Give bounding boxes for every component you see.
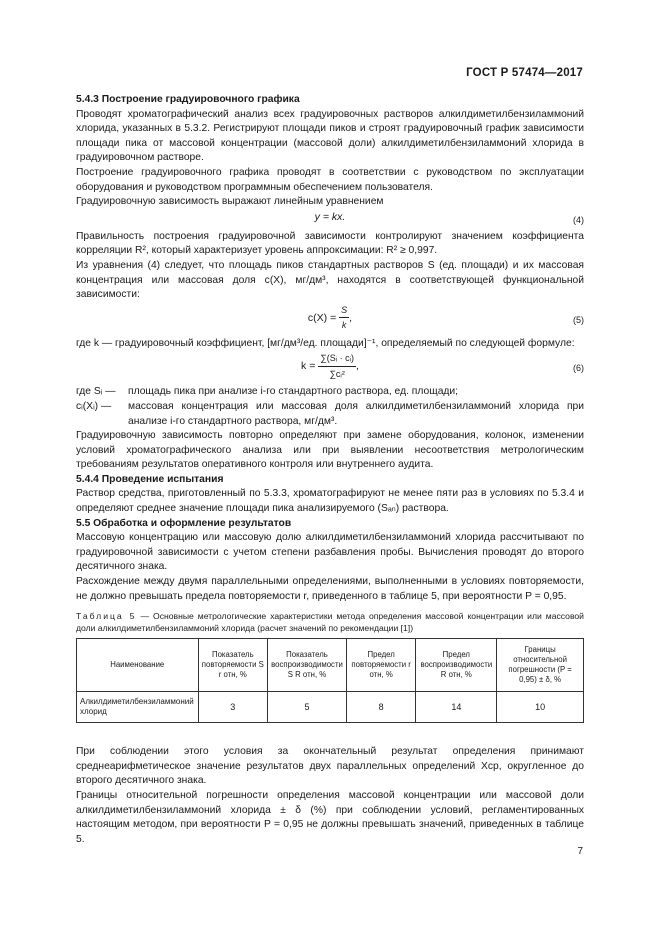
formula-5-fraction (339, 303, 349, 333)
definitions-list (76, 385, 584, 429)
table-5-caption-text: — Основные метрологические характеристики метода определения массовой концентрации или массовой доли алкилдиметилбензиламмоний хлорида (расчет значений по рекомендации [1]) (76, 611, 584, 634)
table-cell-name: Алкилдиметилбензиламмоний хлорид (77, 692, 199, 723)
formula-5-numerator: S (339, 303, 349, 319)
definition-item (76, 385, 584, 400)
heading-5-4-4: 5.4.4 Проведение испытания (76, 473, 224, 485)
table-5 (76, 638, 584, 723)
formula-6-fraction (318, 351, 356, 381)
paragraph: где k — градуировочный коэффициент, [мг/дм³/ед. площади]⁻¹, определяемый по следующей формуле: (76, 337, 575, 349)
paragraph: Раствор средства, приготовленный по 5.3.3, хроматографируют не менее пяти раз в условиях по 5.3.4 и определяют среднее значение площади пика анализируемого (Sₐₙ) раствора. (76, 488, 584, 515)
table-header-cell: Показатель воспроизводимости S R отн, % (268, 639, 347, 692)
table-5-caption-label: Таблица 5 (76, 611, 137, 622)
paragraph: Границы относительной погрешности определения массовой концентрации или массовой доли алкилдиметилбензиламмоний хлорида ± δ (%) при соблюдении условий, регламентированных настоящим методом, при вероятности P = 0,95 не должны превышать значений, приведенных в таблице 5. (76, 790, 584, 845)
formula-6 (76, 351, 584, 385)
table-header-cell: Показатель повторяемости S r отн, % (198, 639, 268, 692)
table-header-cell: Наименование (77, 639, 199, 692)
table-header-cell: Предел воспроизводимости R отн, % (416, 639, 497, 692)
definition-symbol: где Sᵢ — (76, 386, 116, 398)
paragraph: При соблюдении этого условия за окончательный результат определения принимают среднеарифметическое значение результатов двух параллельных определений Xср, округленное до второго десятичного знака. (76, 746, 584, 787)
formula-5-tail: , (349, 311, 353, 324)
formula-6-tail: , (356, 360, 359, 373)
heading-5-5: 5.5 Обработка и оформление результатов (76, 517, 292, 529)
definition-symbol: cᵢ(Xᵢ) — (76, 400, 112, 412)
formula-6-lhs: k = (301, 360, 316, 373)
definition-text: площадь пика при анализе i-го стандартного раствора, ед. площади; (128, 386, 459, 398)
formula-6-numerator: ∑(Sᵢ · cᵢ) (318, 351, 356, 367)
table-header-cell: Предел повторяемости r отн, % (346, 639, 416, 692)
table-header-row (77, 639, 584, 692)
definition-item (76, 400, 584, 429)
document-id: ГОСТ Р 57474—2017 (466, 67, 583, 79)
formula-4-number: (4) (573, 214, 584, 225)
table-cell: 3 (198, 692, 268, 723)
formula-6-number: (6) (573, 363, 584, 374)
paragraph: Градуировочную зависимость выражают линейным уравнением (76, 196, 384, 208)
table-row (77, 692, 584, 723)
paragraph: Правильность построения градуировочной зависимости контролируют значением коэффициента корреляции R², который характеризует уровень аппроксимации: R² ≥ 0,997. (76, 230, 584, 257)
paragraph: Расхождение между двумя параллельными определениями, выполненными в условиях повторяемости, не должно превышать предела повторяемости r, приведенного в таблице 5, при вероятности P = 0,95. (76, 576, 584, 602)
formula-5-denominator: k (341, 320, 347, 331)
paragraph: Массовую концентрацию или массовую долю алкилдиметилбензиламмоний хлорида рассчитывают по градуировочной зависимости с учетом степени разбавления пробы. Вычисления проводят до второго десятичного знака. (76, 532, 584, 573)
formula-4-expression: y = kx. (314, 210, 346, 223)
paragraph: Построение градуировочного графика проводят в соответствии с руководством по эксплуатации оборудования и руководством программным обеспечением пользователя. (76, 166, 584, 193)
table-cell: 14 (416, 692, 497, 723)
formula-5-lhs: c(X) = (307, 311, 337, 324)
table-cell: 5 (268, 692, 347, 723)
paragraph: Проводят хроматографический анализ всех градуировочных растворов алкилдиметилбензиламмоний хлорида, указанных в 5.3.2. Регистрируют площади пиков и строят градуировочный график зависимости площади пика от массовой концентрации (массовой доли) алкилдиметилбензиламмоний хлорида в градуировочном растворе. (76, 108, 584, 164)
heading-5-4-3: 5.4.3 Построение градуировочного графика (76, 94, 300, 105)
formula-4 (76, 210, 584, 230)
table-5-caption (76, 610, 584, 634)
table-header-cell: Границы относительной погрешности (P = 0,95) ± δ, % (497, 639, 584, 692)
table-cell: 10 (497, 692, 584, 723)
paragraph: Градуировочную зависимость повторно определяют при замене оборудования, колонок, изменении условий хроматографического анализа или при выявлении несоответствия метрологическим требованиям результатов оперативного контроля или внутреннего аудита. (76, 430, 584, 471)
paragraph: Из уравнения (4) следует, что площадь пиков стандартных растворов S (ед. площади) и их массовая концентрация или массовая доля c(X), мг/дм³, находятся в соответствующей функциональной зависимости: (76, 259, 584, 301)
formula-5-number: (5) (573, 314, 584, 325)
document-body (76, 93, 584, 847)
definition-text: массовая концентрация или массовая доля алкилдиметилбензиламмоний хлорида при анализе i-го стандартного раствора, мг/дм³. (128, 400, 584, 427)
page-number: 7 (577, 846, 583, 857)
formula-6-denominator: ∑cᵢ² (329, 368, 345, 379)
table-cell: 8 (346, 692, 416, 723)
formula-5 (76, 303, 584, 337)
